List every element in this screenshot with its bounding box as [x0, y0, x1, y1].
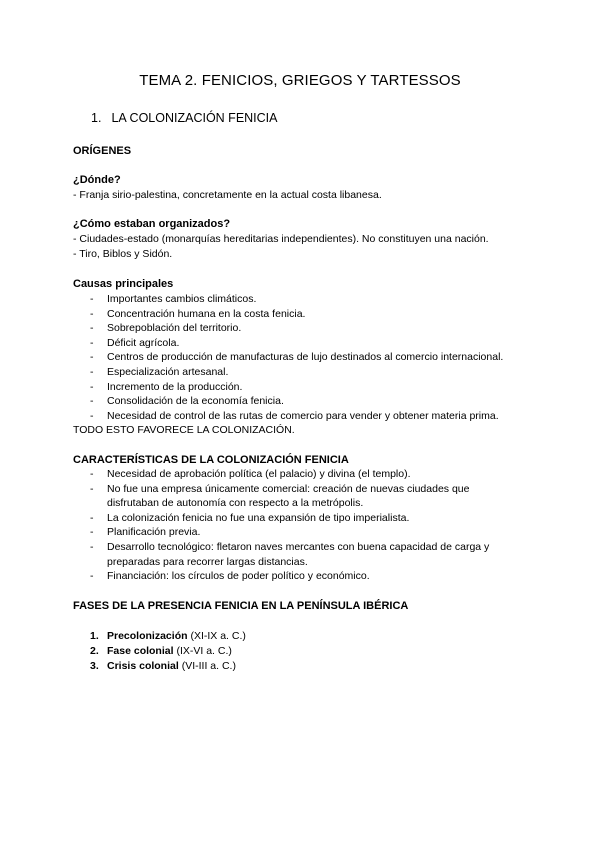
donde-answer: - Franja sirio-palestina, concretamente en la actual costa libanesa.	[73, 189, 382, 201]
page-title: TEMA 2. FENICIOS, GRIEGOS Y TARTESSOS	[139, 72, 461, 89]
list-item	[90, 629, 246, 644]
phase-dates: (VI-III a. C.)	[178, 660, 236, 672]
organizacion-line: - Ciudades-estado (monarquías hereditarias independientes). No constituyen una nación.	[73, 233, 489, 245]
list-item: - Especialización artesanal.	[73, 365, 503, 380]
section-heading	[91, 111, 278, 125]
phase-number: 1.	[90, 630, 99, 642]
list-item: - No fue una empresa únicamente comercial: creación de nuevas ciudades que disfrutaban de autonomía con respecto a la metrópolis.	[73, 482, 511, 511]
origenes-heading: ORÍGENES	[73, 145, 132, 157]
causas-list	[73, 292, 503, 423]
list-item: - Necesidad de control de las rutas de comercio para vender y obtener materia prima.	[73, 409, 503, 424]
list-item: - Desarrollo tecnológico: fletaron naves mercantes con buena capacidad de carga y preparadas para recorrer largas distancias.	[73, 540, 511, 569]
list-item: - La colonización fenicia no fue una expansión de tipo imperialista.	[73, 511, 511, 526]
list-item: - Déficit agrícola.	[73, 336, 503, 351]
organizacion-question: ¿Cómo estaban organizados?	[73, 218, 231, 230]
caracteristicas-heading: CARACTERÍSTICAS DE LA COLONIZACIÓN FENICIA	[73, 454, 349, 466]
phase-name: Fase colonial	[107, 645, 174, 657]
list-item: - Consolidación de la economía fenicia.	[73, 394, 503, 409]
phase-number: 3.	[90, 660, 99, 672]
list-item	[90, 644, 246, 659]
phase-name: Precolonización	[107, 630, 188, 642]
phase-dates: (XI-IX a. C.)	[187, 630, 246, 642]
causas-conclusion: TODO ESTO FAVORECE LA COLONIZACIÓN.	[73, 424, 295, 436]
list-item: - Sobrepoblación del territorio.	[73, 321, 503, 336]
fases-list	[90, 629, 246, 674]
list-item: - Centros de producción de manufacturas de lujo destinados al comercio internacional.	[73, 350, 503, 365]
fases-heading: FASES DE LA PRESENCIA FENICIA EN LA PENÍNSULA IBÉRICA	[73, 600, 409, 612]
phase-name: Crisis colonial	[107, 660, 179, 672]
causas-heading: Causas principales	[73, 278, 174, 290]
donde-question: ¿Dónde?	[73, 174, 121, 186]
list-item: - Concentración humana en la costa fenicia.	[73, 307, 503, 322]
section-label: LA COLONIZACIÓN FENICIA	[111, 111, 278, 125]
list-item: - Incremento de la producción.	[73, 380, 503, 395]
list-item: - Planificación previa.	[73, 525, 511, 540]
list-item: - Necesidad de aprobación política (el palacio) y divina (el templo).	[73, 467, 511, 482]
phase-number: 2.	[90, 645, 99, 657]
list-item: - Financiación: los círculos de poder político y económico.	[73, 569, 511, 584]
list-item	[90, 659, 246, 674]
caracteristicas-list	[73, 467, 511, 584]
phase-dates: (IX-VI a. C.)	[173, 645, 232, 657]
list-item: - Importantes cambios climáticos.	[73, 292, 503, 307]
organizacion-line: - Tiro, Biblos y Sidón.	[73, 248, 173, 260]
section-number: 1.	[91, 111, 102, 125]
